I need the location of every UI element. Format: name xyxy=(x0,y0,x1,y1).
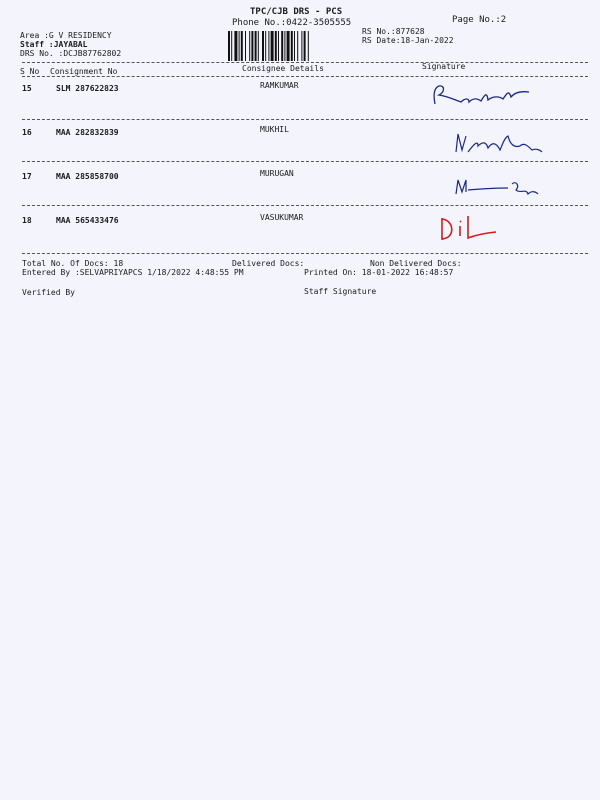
row-consignee: VASUKUMAR xyxy=(260,213,304,222)
document-title: TPC/CJB DRS - PCS xyxy=(250,7,343,17)
staff-signature: Staff Signature xyxy=(304,287,377,296)
verified-by: Verified By xyxy=(22,288,75,297)
col-consignee: Consignee Details xyxy=(242,64,324,73)
rs-number: RS No.:877628 xyxy=(362,27,425,36)
row-sno: 16 xyxy=(22,128,32,137)
non-delivered-docs: Non Delivered Docs: xyxy=(370,259,462,268)
drs-number: DRS No. :DCJB87762802 xyxy=(20,49,122,58)
row-consignee: MURUGAN xyxy=(260,169,294,178)
row-consignee: RAMKUMAR xyxy=(260,81,299,90)
divider xyxy=(22,253,588,254)
row-sno: 17 xyxy=(22,172,32,181)
divider xyxy=(22,205,588,206)
signature-murugan-icon xyxy=(450,172,550,200)
barcode-icon xyxy=(228,31,354,61)
row-consignment: MAA 565433476 xyxy=(56,216,119,225)
signature-vasukumar-icon xyxy=(436,210,506,244)
rs-date: RS Date:18-Jan-2022 xyxy=(362,36,454,45)
col-consignment: Consignment No xyxy=(50,67,118,76)
divider xyxy=(22,76,588,77)
printed-on: Printed On: 18-01-2022 16:48:57 xyxy=(304,268,454,277)
divider xyxy=(22,161,588,162)
page-number: Page No.:2 xyxy=(452,15,507,25)
signature-mukhil-icon xyxy=(448,128,548,158)
row-consignment: MAA 282832839 xyxy=(56,128,119,137)
divider xyxy=(22,62,588,63)
phone-number: Phone No.:0422-3505555 xyxy=(232,18,352,28)
row-sno: 18 xyxy=(22,216,32,225)
staff-label: Staff :JAYABAL xyxy=(20,40,88,49)
signature-ramkumar-icon xyxy=(425,80,540,110)
row-consignment: MAA 285858700 xyxy=(56,172,119,181)
row-consignment: SLM 287622823 xyxy=(56,84,119,93)
row-sno: 15 xyxy=(22,84,32,93)
col-signature: Signature xyxy=(422,62,466,71)
entered-by: Entered By :SELVAPRIYAPCS 1/18/2022 4:48:55 PM xyxy=(22,268,244,277)
area-label: Area :G V RESIDENCY xyxy=(20,31,112,40)
total-docs: Total No. Of Docs: 18 xyxy=(22,259,124,268)
col-sno: S No xyxy=(20,67,40,76)
delivered-docs: Delivered Docs: xyxy=(232,259,305,268)
divider xyxy=(22,119,588,120)
row-consignee: MUKHIL xyxy=(260,125,289,134)
